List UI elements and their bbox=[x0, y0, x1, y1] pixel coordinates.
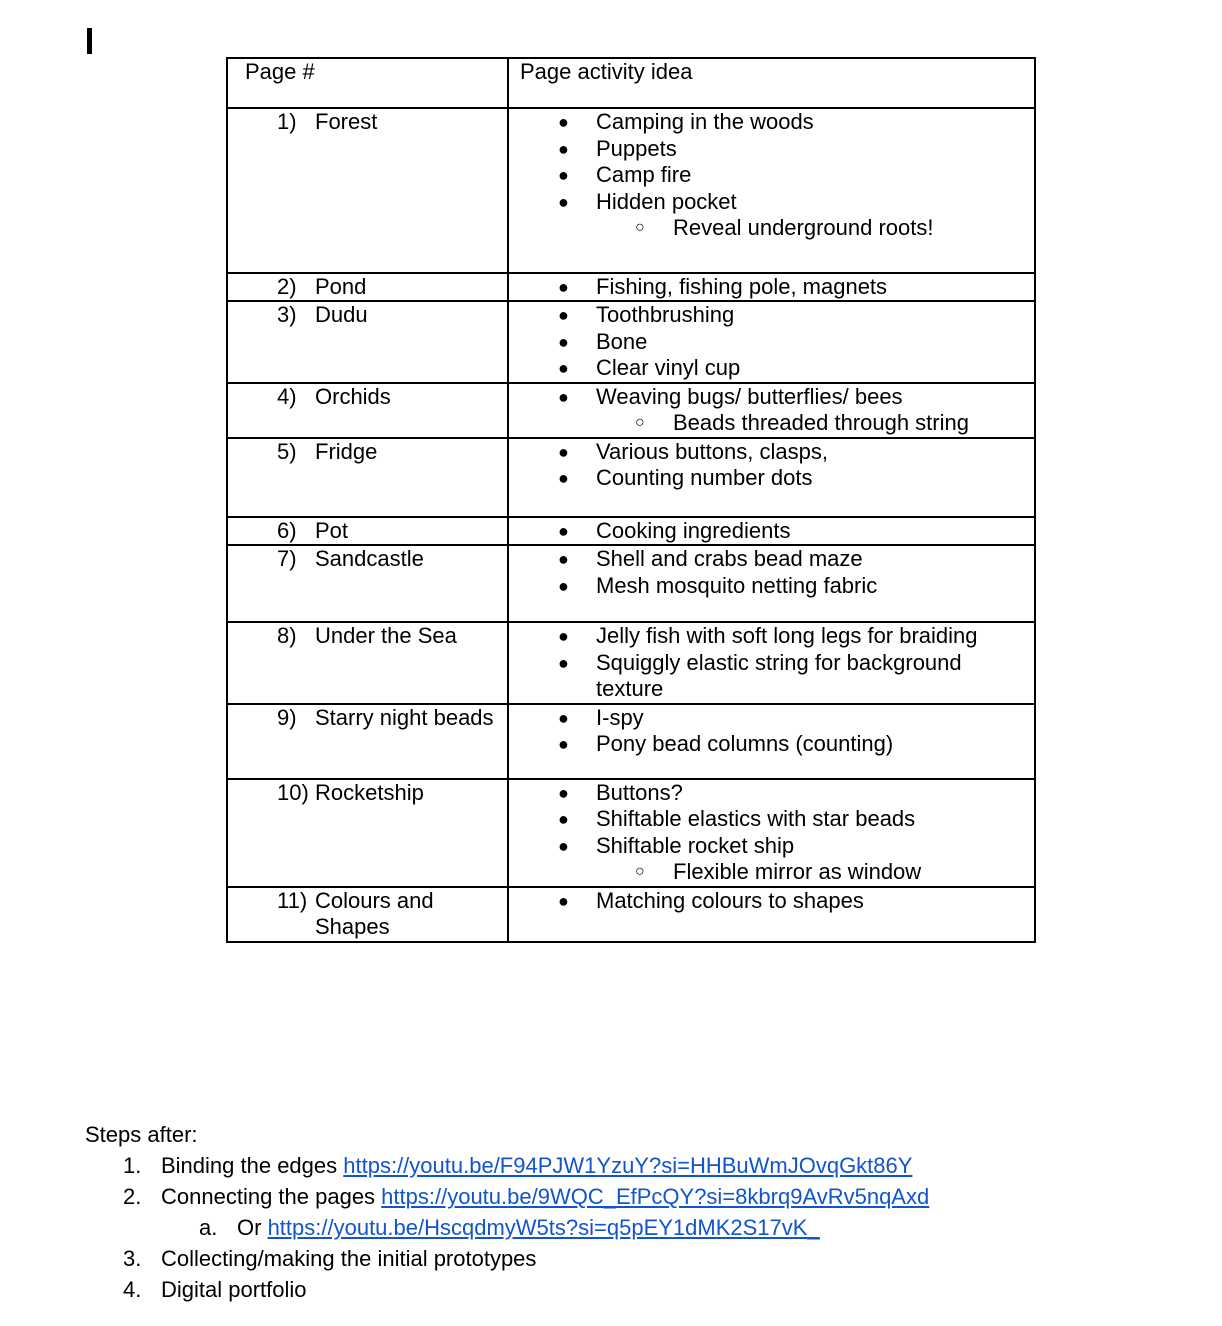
activity-text: Cooking ingredients bbox=[596, 517, 791, 543]
bullet-icon: ● bbox=[558, 809, 569, 829]
page-name bbox=[228, 518, 507, 545]
bullet-icon: ● bbox=[558, 305, 569, 325]
bullet-item bbox=[509, 109, 1034, 136]
page-title: Rocketship bbox=[315, 779, 424, 805]
page-name bbox=[228, 623, 507, 650]
step-text: Digital portfolio bbox=[161, 1277, 307, 1302]
table-row bbox=[227, 517, 1035, 546]
bullet-item bbox=[509, 573, 1034, 600]
header-activity-idea: Page activity idea bbox=[508, 58, 1035, 108]
activity-text: Shiftable rocket ship bbox=[596, 832, 795, 858]
bullet-icon: ● bbox=[558, 468, 569, 488]
page-name bbox=[228, 439, 507, 466]
bullet-item bbox=[509, 518, 1034, 545]
page-title: Sandcastle bbox=[315, 546, 424, 571]
bullet-item bbox=[509, 302, 1034, 329]
step-marker: 4. bbox=[123, 1277, 142, 1302]
step-item bbox=[85, 1150, 929, 1181]
hollow-bullet-icon: ○ bbox=[635, 219, 645, 236]
activity-cell bbox=[508, 273, 1035, 302]
step-marker: 2. bbox=[123, 1184, 142, 1209]
activity-text: Shiftable elastics with star beads bbox=[596, 806, 916, 831]
activity-text: Matching colours to shapes bbox=[596, 887, 864, 913]
page-name bbox=[228, 546, 507, 573]
table-header-row bbox=[227, 58, 1035, 108]
bullet-icon: ● bbox=[558, 138, 569, 159]
table-row bbox=[227, 545, 1035, 622]
bullet-item bbox=[509, 806, 1034, 833]
youtube-link[interactable]: https://youtu.be/9WQC_EfPcQY?si=8kbrq9AvRv5nqAxd bbox=[381, 1184, 930, 1209]
steps-list bbox=[85, 1150, 929, 1305]
activity-cell bbox=[508, 438, 1035, 517]
page-title: Under the Sea bbox=[315, 623, 457, 648]
page-name bbox=[228, 274, 507, 301]
bullet-icon: ● bbox=[558, 575, 569, 596]
activity-text: Fishing, fishing pole, magnets bbox=[596, 273, 888, 299]
bullet-item bbox=[509, 274, 1034, 301]
bullet-icon: ● bbox=[558, 707, 569, 728]
page-title: Pond bbox=[315, 273, 367, 299]
bullet-icon: ● bbox=[558, 191, 569, 212]
bullet-icon: ● bbox=[558, 112, 569, 132]
page-number: 5) bbox=[277, 438, 297, 464]
activity-cell bbox=[508, 779, 1035, 887]
table-row bbox=[227, 438, 1035, 517]
youtube-link[interactable]: https://youtu.be/F94PJW1YzuY?si=HHBuWmJOvqGkt86Y bbox=[343, 1153, 913, 1178]
table-row bbox=[227, 622, 1035, 704]
page-title: Dudu bbox=[315, 302, 368, 327]
sub-bullet-item bbox=[509, 410, 1034, 437]
activity-text: Camp fire bbox=[596, 162, 692, 187]
step-text: Collecting/making the initial prototypes bbox=[161, 1246, 537, 1271]
bullet-item bbox=[509, 439, 1034, 466]
activity-text: Camping in the woods bbox=[596, 109, 814, 134]
table-row bbox=[227, 383, 1035, 438]
activity-text: Clear vinyl cup bbox=[596, 355, 741, 380]
page-name bbox=[228, 888, 507, 941]
page-name bbox=[228, 780, 507, 807]
step-marker: 3. bbox=[123, 1246, 142, 1271]
page-cell bbox=[227, 383, 508, 438]
page-number: 8) bbox=[277, 623, 297, 648]
activity-text: Jelly fish with soft long legs for braiding bbox=[596, 623, 978, 648]
page-cell bbox=[227, 108, 508, 273]
step-text: Connecting the pages https://youtu.be/9WQC_EfPcQY?si=8kbrq9AvRv5nqAxd bbox=[161, 1184, 930, 1209]
bullet-item bbox=[509, 189, 1034, 216]
activity-text: Reveal underground roots! bbox=[673, 215, 934, 240]
bullet-icon: ● bbox=[558, 331, 569, 352]
table-row bbox=[227, 704, 1035, 779]
bullet-item bbox=[509, 623, 1034, 650]
page-cell bbox=[227, 517, 508, 546]
page-name bbox=[228, 705, 507, 732]
page-number: 1) bbox=[277, 109, 297, 134]
bullet-item bbox=[509, 329, 1034, 356]
bullet-item bbox=[509, 465, 1034, 492]
page-number: 6) bbox=[277, 517, 297, 543]
text-cursor bbox=[87, 28, 92, 54]
activity-text: Weaving bugs/ butterflies/ bees bbox=[596, 383, 903, 409]
step-text: Or https://youtu.be/HscqdmyW5ts?si=q5pEY1dMK2S17vK_ bbox=[237, 1215, 820, 1240]
page-name bbox=[228, 302, 507, 329]
page-name bbox=[228, 384, 507, 411]
steps-after-section bbox=[85, 1119, 929, 1305]
page-title: Pot bbox=[315, 517, 349, 543]
header-page-number: Page # bbox=[227, 58, 508, 108]
hollow-bullet-icon: ○ bbox=[635, 863, 645, 880]
bullet-icon: ● bbox=[558, 626, 569, 646]
bullet-item bbox=[509, 705, 1034, 732]
bullet-icon: ● bbox=[558, 782, 569, 803]
sub-bullet-item bbox=[509, 859, 1034, 886]
step-marker: 1. bbox=[123, 1153, 142, 1178]
activity-text: Beads threaded through string bbox=[673, 410, 969, 435]
activity-cell bbox=[508, 704, 1035, 779]
bullet-icon: ● bbox=[558, 276, 569, 297]
bullet-icon: ● bbox=[558, 520, 569, 541]
step-item bbox=[85, 1243, 929, 1274]
activity-cell bbox=[508, 301, 1035, 383]
table-row bbox=[227, 779, 1035, 887]
page-number: 7) bbox=[277, 546, 297, 571]
bullet-icon: ● bbox=[558, 441, 569, 462]
table-row bbox=[227, 108, 1035, 273]
page-cell bbox=[227, 622, 508, 704]
bullet-icon: ● bbox=[558, 358, 569, 378]
page-cell bbox=[227, 273, 508, 302]
bullet-icon: ● bbox=[558, 386, 569, 407]
page-title: Starry night beads bbox=[315, 704, 494, 730]
page-title: Colours and Shapes bbox=[315, 887, 434, 939]
page-number: 11) bbox=[277, 887, 308, 913]
activity-cell bbox=[508, 622, 1035, 704]
activity-text: Pony bead columns (counting) bbox=[596, 731, 894, 756]
bullet-item bbox=[509, 546, 1034, 573]
bullet-item bbox=[509, 780, 1034, 807]
bullet-icon: ● bbox=[558, 835, 569, 856]
page-number: 4) bbox=[277, 383, 297, 409]
step-item bbox=[85, 1181, 929, 1212]
page-cell bbox=[227, 704, 508, 779]
activity-text: Puppets bbox=[596, 135, 677, 161]
table-body bbox=[227, 108, 1035, 942]
page-cell bbox=[227, 438, 508, 517]
activity-cell bbox=[508, 108, 1035, 273]
page-number: 10) bbox=[277, 779, 309, 805]
activity-table bbox=[226, 57, 1036, 943]
bullet-icon: ● bbox=[558, 890, 569, 911]
page-number: 9) bbox=[277, 704, 297, 730]
activity-text: Hidden pocket bbox=[596, 188, 737, 214]
table-row bbox=[227, 301, 1035, 383]
page-name bbox=[228, 109, 507, 136]
activity-text: Counting number dots bbox=[596, 465, 813, 490]
page-number: 3) bbox=[277, 302, 297, 327]
hollow-bullet-icon: ○ bbox=[635, 414, 645, 431]
activity-text: Various buttons, clasps, bbox=[596, 438, 828, 464]
youtube-link[interactable]: https://youtu.be/HscqdmyW5ts?si=q5pEY1dMK2S17vK_ bbox=[267, 1215, 820, 1240]
bullet-icon: ● bbox=[558, 734, 569, 754]
sub-bullet-item bbox=[509, 215, 1034, 242]
bullet-item bbox=[509, 888, 1034, 915]
page-cell bbox=[227, 779, 508, 887]
activity-text: Shell and crabs bead maze bbox=[596, 546, 863, 571]
activity-text: Buttons? bbox=[596, 779, 683, 805]
activity-text: Toothbrushing bbox=[596, 302, 735, 327]
bullet-item bbox=[509, 136, 1034, 163]
page-title: Orchids bbox=[315, 383, 391, 409]
activity-cell bbox=[508, 545, 1035, 622]
activity-text: Squiggly elastic string for background texture bbox=[596, 649, 962, 701]
activity-text: Bone bbox=[596, 328, 648, 354]
activity-cell bbox=[508, 887, 1035, 942]
steps-heading: Steps after: bbox=[85, 1122, 198, 1147]
activity-text: Mesh mosquito netting fabric bbox=[596, 572, 878, 598]
bullet-icon: ● bbox=[558, 652, 569, 673]
activity-cell bbox=[508, 383, 1035, 438]
bullet-item bbox=[509, 355, 1034, 382]
page-cell bbox=[227, 887, 508, 942]
bullet-item bbox=[509, 833, 1034, 860]
step-text: Binding the edges https://youtu.be/F94PJW1YzuY?si=HHBuWmJOvqGkt86Y bbox=[161, 1153, 913, 1178]
page-title: Forest bbox=[315, 109, 378, 134]
activity-text: I-spy bbox=[596, 704, 644, 730]
step-marker: a. bbox=[199, 1215, 218, 1240]
page-number: 2) bbox=[277, 273, 297, 299]
bullet-item bbox=[509, 650, 1034, 703]
activity-text: Flexible mirror as window bbox=[673, 859, 922, 884]
bullet-icon: ● bbox=[558, 549, 569, 569]
table-row bbox=[227, 887, 1035, 942]
bullet-item bbox=[509, 384, 1034, 411]
table-row bbox=[227, 273, 1035, 302]
page-title: Fridge bbox=[315, 438, 378, 464]
bullet-item bbox=[509, 162, 1034, 189]
bullet-icon: ● bbox=[558, 165, 569, 185]
step-item bbox=[85, 1212, 929, 1243]
page-cell bbox=[227, 545, 508, 622]
step-item bbox=[85, 1274, 929, 1305]
bullet-item bbox=[509, 731, 1034, 758]
page-cell bbox=[227, 301, 508, 383]
activity-cell bbox=[508, 517, 1035, 546]
